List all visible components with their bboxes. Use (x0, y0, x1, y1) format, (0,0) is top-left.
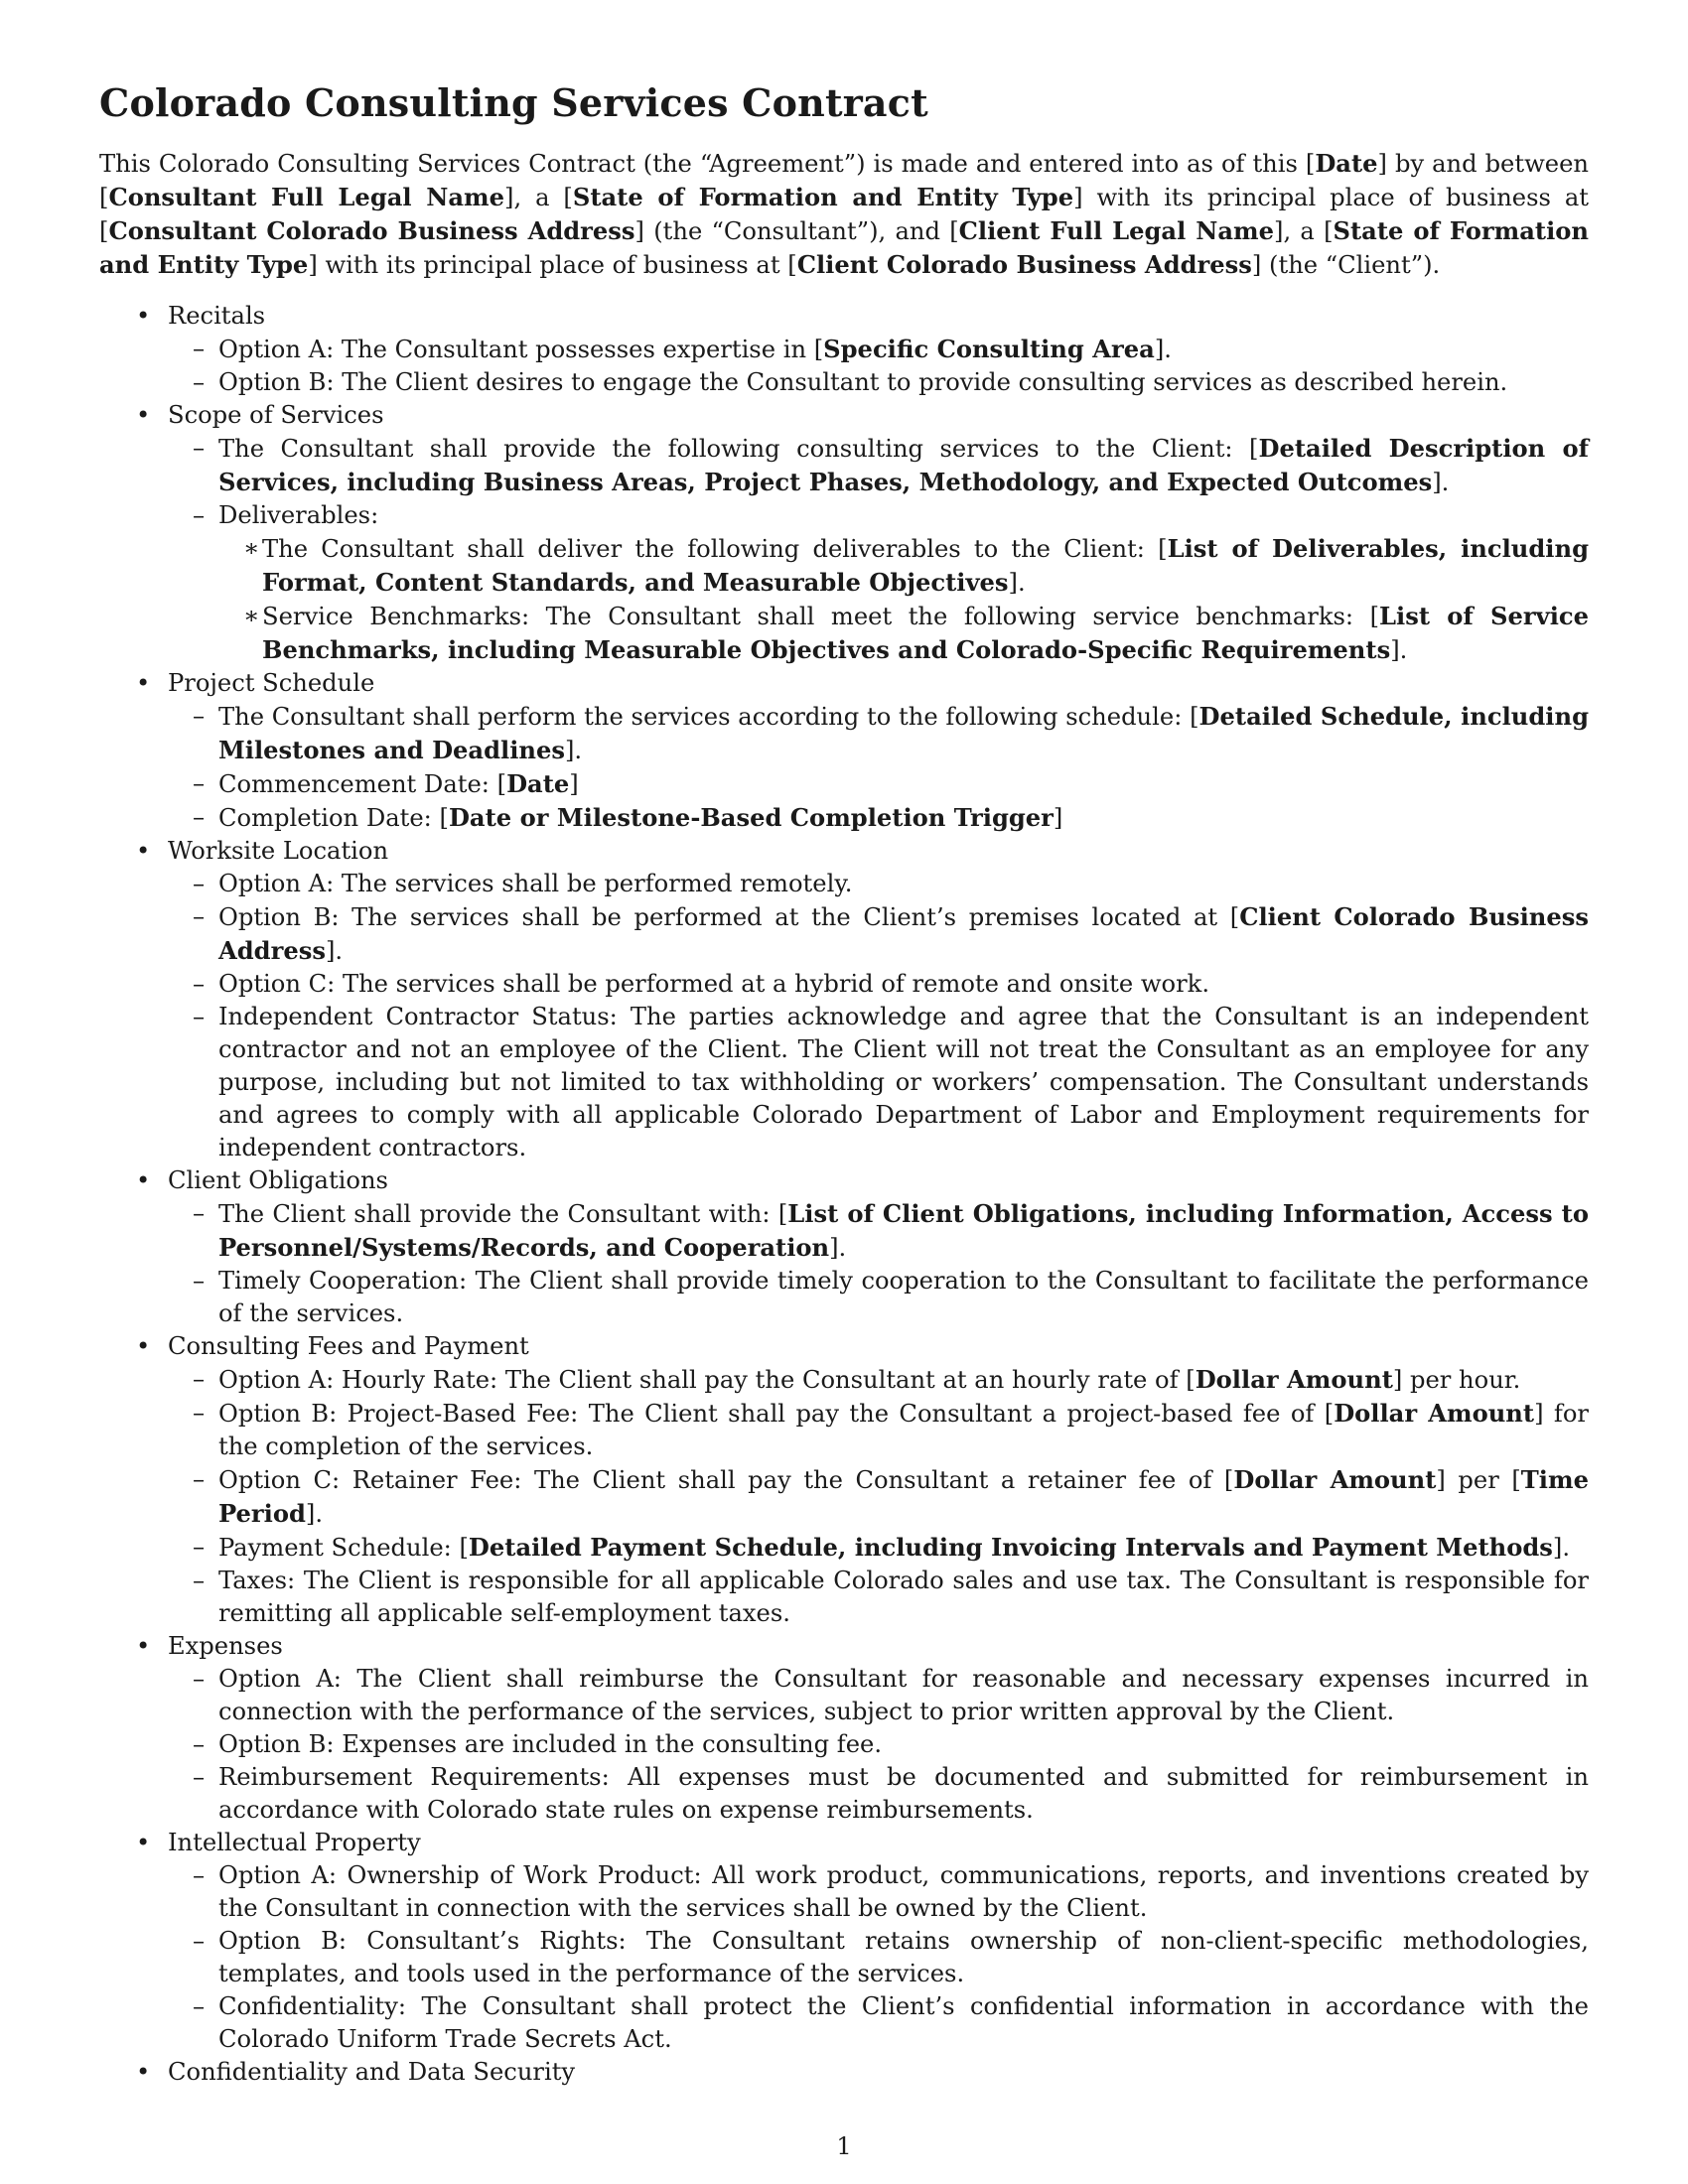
section-heading: Project Schedule (168, 669, 375, 697)
list-item: – Option A: The services shall be performed remotely. (159, 868, 1589, 900)
list-item: – Option A: The Client shall reimburse the Consultant for reasonable and necessary expenses incurred in connection with the performance of the services, subject to prior written approval by the Client. (159, 1663, 1589, 1728)
list-item: – Payment Schedule: [Detailed Payment Schedule, including Invoicing Intervals and Payment Methods]. (159, 1531, 1589, 1565)
list-item: – Deliverables: ∗ The Consultant shall deliver the following deliverables to the Client: [List of Deliverables, including Format, Content Standards, and Measurable Objectives]. ∗ Service Benchmarks: The Consultant shall meet the following service benchmarks: [List of Service Benchmarks, including Measurable Objectives and Colorado-Specific Requirements]. (159, 499, 1589, 667)
list-item: – Option B: Project-Based Fee: The Client shall pay the Consultant a project-based fee of [Dollar Amount] for the completion of the services. (159, 1397, 1589, 1463)
section-heading: Client Obligations (168, 1166, 388, 1194)
section-heading: Worksite Location (168, 837, 389, 865)
list-item: – Completion Date: [Date or Milestone-Based Completion Trigger] (159, 801, 1589, 835)
list-item: – Option B: The services shall be performed at the Client’s premises located at [Client Colorado Business Address]. (159, 900, 1589, 968)
page-number: 1 (836, 2132, 852, 2160)
section-project-schedule (99, 667, 1589, 835)
section-heading: Confidentiality and Data Security (168, 2058, 576, 2086)
intro-paragraph: This Colorado Consulting Services Contract (the “Agreement”) is made and entered into as of this [Date] by and between [Consultant Full Legal Name], a [State of Formation and Entity Type] with its principal place of business at [Consultant Colorado Business Address] (the “Consultant”), and [Client Full Legal Name], a [State of Formation and Entity Type] with its principal place of business at [Client Colorado Business Address] (the “Client”). (99, 149, 1590, 279)
section-confidentiality (99, 2056, 1589, 2089)
list-item: – Option A: Hourly Rate: The Client shall pay the Consultant at an hourly rate of [Dollar Amount] per hour. (159, 1363, 1589, 1397)
list-item: – Independent Contractor Status: The parties acknowledge and agree that the Consultant is an independent contractor and not an employee of the Client. The Client will not treat the Consultant as an employee for any purpose, including but not limited to tax withholding or workers’ compensation. The Consultant understands and agrees to comply with all applicable Colorado Department of Labor and Employment requirements for independent contractors. (159, 1001, 1589, 1164)
sub-list-item: ∗ Service Benchmarks: The Consultant shall meet the following service benchmarks: [List of Service Benchmarks, including Measurable Objectives and Colorado-Specific Requirements]. (211, 600, 1589, 667)
list-item: – Reimbursement Requirements: All expenses must be documented and submitted for reimbursement in accordance with Colorado state rules on expense reimbursements. (159, 1761, 1589, 1827)
list-item: – The Consultant shall provide the following consulting services to the Client: [Detailed Description of Services, including Business Areas, Project Phases, Methodology, and Expected Outcomes]. (159, 432, 1589, 499)
list-item: – Commencement Date: [Date] (159, 767, 1589, 801)
section-heading: Expenses (168, 1632, 283, 1660)
list-item: – Option C: Retainer Fee: The Client shall pay the Consultant a retainer fee of [Dollar Amount] per [Time Period]. (159, 1463, 1589, 1531)
section-intellectual-property (99, 1827, 1589, 2056)
section-list (99, 300, 1589, 2089)
section-heading: Consulting Fees and Payment (168, 1332, 529, 1360)
list-item: – Timely Cooperation: The Client shall provide timely cooperation to the Consultant to facilitate the performance of the services. (159, 1265, 1589, 1330)
list-item: – The Client shall provide the Consultant with: [List of Client Obligations, including Information, Access to Personnel/Systems/Records, and Cooperation]. (159, 1197, 1589, 1265)
section-recitals (99, 300, 1589, 399)
document-title: Colorado Consulting Services Contract (99, 80, 928, 125)
section-client-obligations (99, 1164, 1589, 1330)
list-item: – Option B: Expenses are included in the consulting fee. (159, 1728, 1589, 1761)
document-page (99, 79, 1589, 2089)
sub-list-item: ∗ The Consultant shall deliver the following deliverables to the Client: [List of Deliverables, including Format, Content Standards, and Measurable Objectives]. (211, 532, 1589, 600)
list-item: – The Consultant shall perform the services according to the following schedule: [Detailed Schedule, including Milestones and Deadlines]. (159, 700, 1589, 767)
section-heading: Intellectual Property (168, 1829, 421, 1856)
list-item: – Option C: The services shall be performed at a hybrid of remote and onsite work. (159, 968, 1589, 1001)
section-worksite-location (99, 835, 1589, 1164)
list-item: – Confidentiality: The Consultant shall protect the Client’s confidential information in accordance with the Colorado Uniform Trade Secrets Act. (159, 1990, 1589, 2056)
list-item: – Option A: Ownership of Work Product: All work product, communications, reports, and inventions created by the Consultant in connection with the services shall be owned by the Client. (159, 1859, 1589, 1925)
section-heading: Scope of Services (168, 401, 384, 429)
list-item: – Option A: The Consultant possesses expertise in [Specific Consulting Area]. (159, 333, 1589, 366)
list-item: – Taxes: The Client is responsible for all applicable Colorado sales and use tax. The Consultant is responsible for remitting all applicable self-employment taxes. (159, 1565, 1589, 1630)
section-consulting-fees (99, 1330, 1589, 1630)
section-expenses (99, 1630, 1589, 1827)
list-item: – Option B: Consultant’s Rights: The Consultant retains ownership of non-client-specific methodologies, templates, and tools used in the performance of the services. (159, 1925, 1589, 1990)
list-item: – Option B: The Client desires to engage the Consultant to provide consulting services as described herein. (159, 366, 1589, 399)
section-scope-of-services (99, 399, 1589, 667)
section-heading: Recitals (168, 302, 266, 330)
